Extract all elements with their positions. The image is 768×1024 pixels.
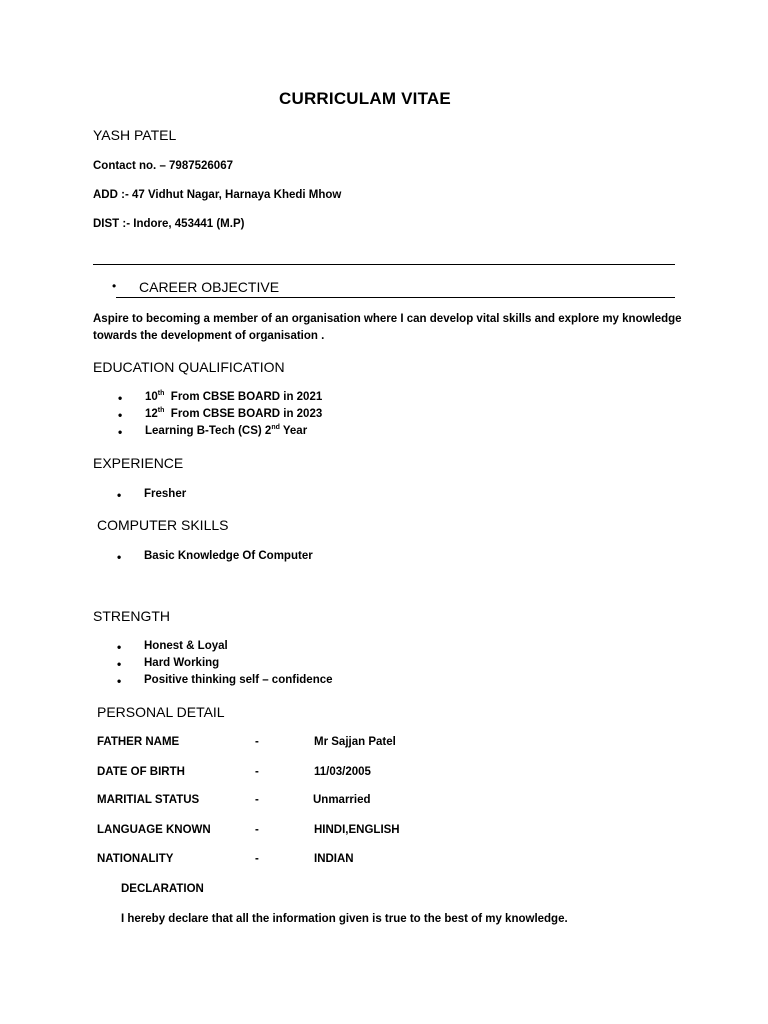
candidate-name: YASH PATEL <box>93 127 177 143</box>
education-heading: EDUCATION QUALIFICATION <box>93 359 285 375</box>
strength-item: • Hard Working <box>144 657 219 669</box>
detail-label: NATIONALITY <box>97 853 174 865</box>
detail-separator: - <box>255 794 259 806</box>
detail-value: 11/03/2005 <box>314 766 371 778</box>
career-objective-text-1: Aspire to becoming a member of an organisation where I can develop vital skills and explore my knowledge <box>93 313 682 325</box>
education-item: • 10th From CBSE BOARD in 2021 <box>145 391 322 403</box>
career-objective-heading: • CAREER OBJECTIVE <box>139 279 279 295</box>
declaration-heading: DECLARATION <box>121 883 204 895</box>
top-divider <box>93 264 675 265</box>
personal-detail-heading: PERSONAL DETAIL <box>97 704 225 720</box>
detail-label: MARITIAL STATUS <box>97 794 200 806</box>
detail-label: DATE OF BIRTH <box>97 766 185 778</box>
contact-number: Contact no. – 7987526067 <box>93 160 233 172</box>
detail-value: HINDI,ENGLISH <box>314 824 400 836</box>
career-objective-text-2: towards the development of organisation . <box>93 330 325 342</box>
career-heading-underline <box>116 297 675 298</box>
strength-item: • Honest & Loyal <box>144 640 228 652</box>
education-item: • Learning B-Tech (CS) 2nd Year <box>145 425 307 437</box>
detail-separator: - <box>255 766 259 778</box>
document-title: CURRICULAM VITAE <box>279 89 451 108</box>
detail-separator: - <box>255 853 259 865</box>
detail-separator: - <box>255 736 259 748</box>
detail-separator: - <box>255 824 259 836</box>
computer-skills-heading: COMPUTER SKILLS <box>97 517 229 533</box>
computer-skill-item: • Basic Knowledge Of Computer <box>144 550 313 562</box>
experience-item: • Fresher <box>144 488 186 500</box>
address-line: ADD :- 47 Vidhut Nagar, Harnaya Khedi Mhow <box>93 189 342 201</box>
declaration-text: I hereby declare that all the information given is true to the best of my knowledge. <box>121 913 568 925</box>
strength-item: • Positive thinking self – confidence <box>144 674 333 686</box>
detail-value: INDIAN <box>314 853 354 865</box>
district-line: DIST :- Indore, 453441 (M.P) <box>93 218 245 230</box>
detail-value: Mr Sajjan Patel <box>314 736 396 748</box>
education-item: • 12th From CBSE BOARD in 2023 <box>145 408 322 420</box>
experience-heading: EXPERIENCE <box>93 455 184 471</box>
strength-heading: STRENGTH <box>93 608 170 624</box>
detail-label: FATHER NAME <box>97 736 180 748</box>
detail-label: LANGUAGE KNOWN <box>97 824 211 836</box>
detail-value: Unmarried <box>313 794 371 806</box>
